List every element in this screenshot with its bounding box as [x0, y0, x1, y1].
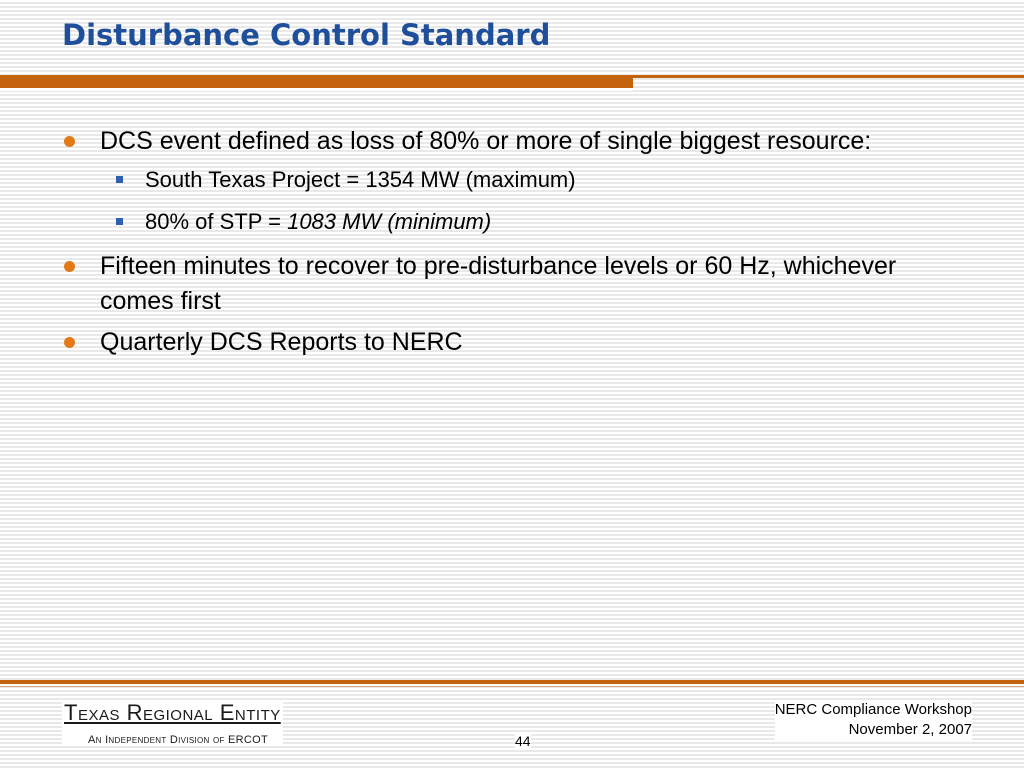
slide-title: Disturbance Control Standard — [62, 18, 551, 52]
event-date: November 2, 2007 — [848, 721, 972, 738]
square-bullet-icon — [116, 176, 123, 183]
title-rule-thick — [0, 75, 633, 88]
title-rule-gap — [0, 88, 633, 91]
bullet-text: DCS event defined as loss of 80% or more of single biggest resource: — [100, 127, 872, 155]
bullet-item — [0, 249, 1024, 319]
bullet-text: Quarterly DCS Reports to NERC — [100, 328, 463, 356]
sub-bullet-item — [0, 207, 1024, 237]
bullet-dot-icon — [64, 136, 75, 147]
bullet-item — [0, 124, 1024, 159]
square-bullet-icon — [116, 218, 123, 225]
bullet-dot-icon — [64, 337, 75, 348]
bullet-text: Fifteen minutes to recover to pre-disturbance levels or 60 Hz, whichever comes first — [100, 252, 897, 315]
page-number: 44 — [515, 733, 531, 749]
bullet-item — [0, 325, 1024, 360]
event-name: NERC Compliance Workshop — [774, 701, 972, 718]
event-info — [775, 700, 972, 740]
logo-subtitle: An Independent Division of ERCOT — [88, 734, 269, 746]
logo-title: Texas Regional Entity — [64, 700, 281, 725]
footer-rule — [0, 680, 1024, 684]
title-rule-thin — [633, 75, 1024, 78]
organization-logo — [62, 700, 283, 746]
sub-bullet-emphasis: 1083 MW (minimum) — [287, 209, 492, 234]
sub-bullet-text: South Texas Project = 1354 MW (maximum) — [145, 167, 576, 192]
sub-bullet-item — [0, 165, 1024, 195]
sub-bullet-text: 80% of STP = — [145, 209, 288, 234]
bullet-dot-icon — [64, 261, 75, 272]
slide-body — [0, 124, 1024, 366]
footer-rule-thin — [0, 686, 1024, 687]
